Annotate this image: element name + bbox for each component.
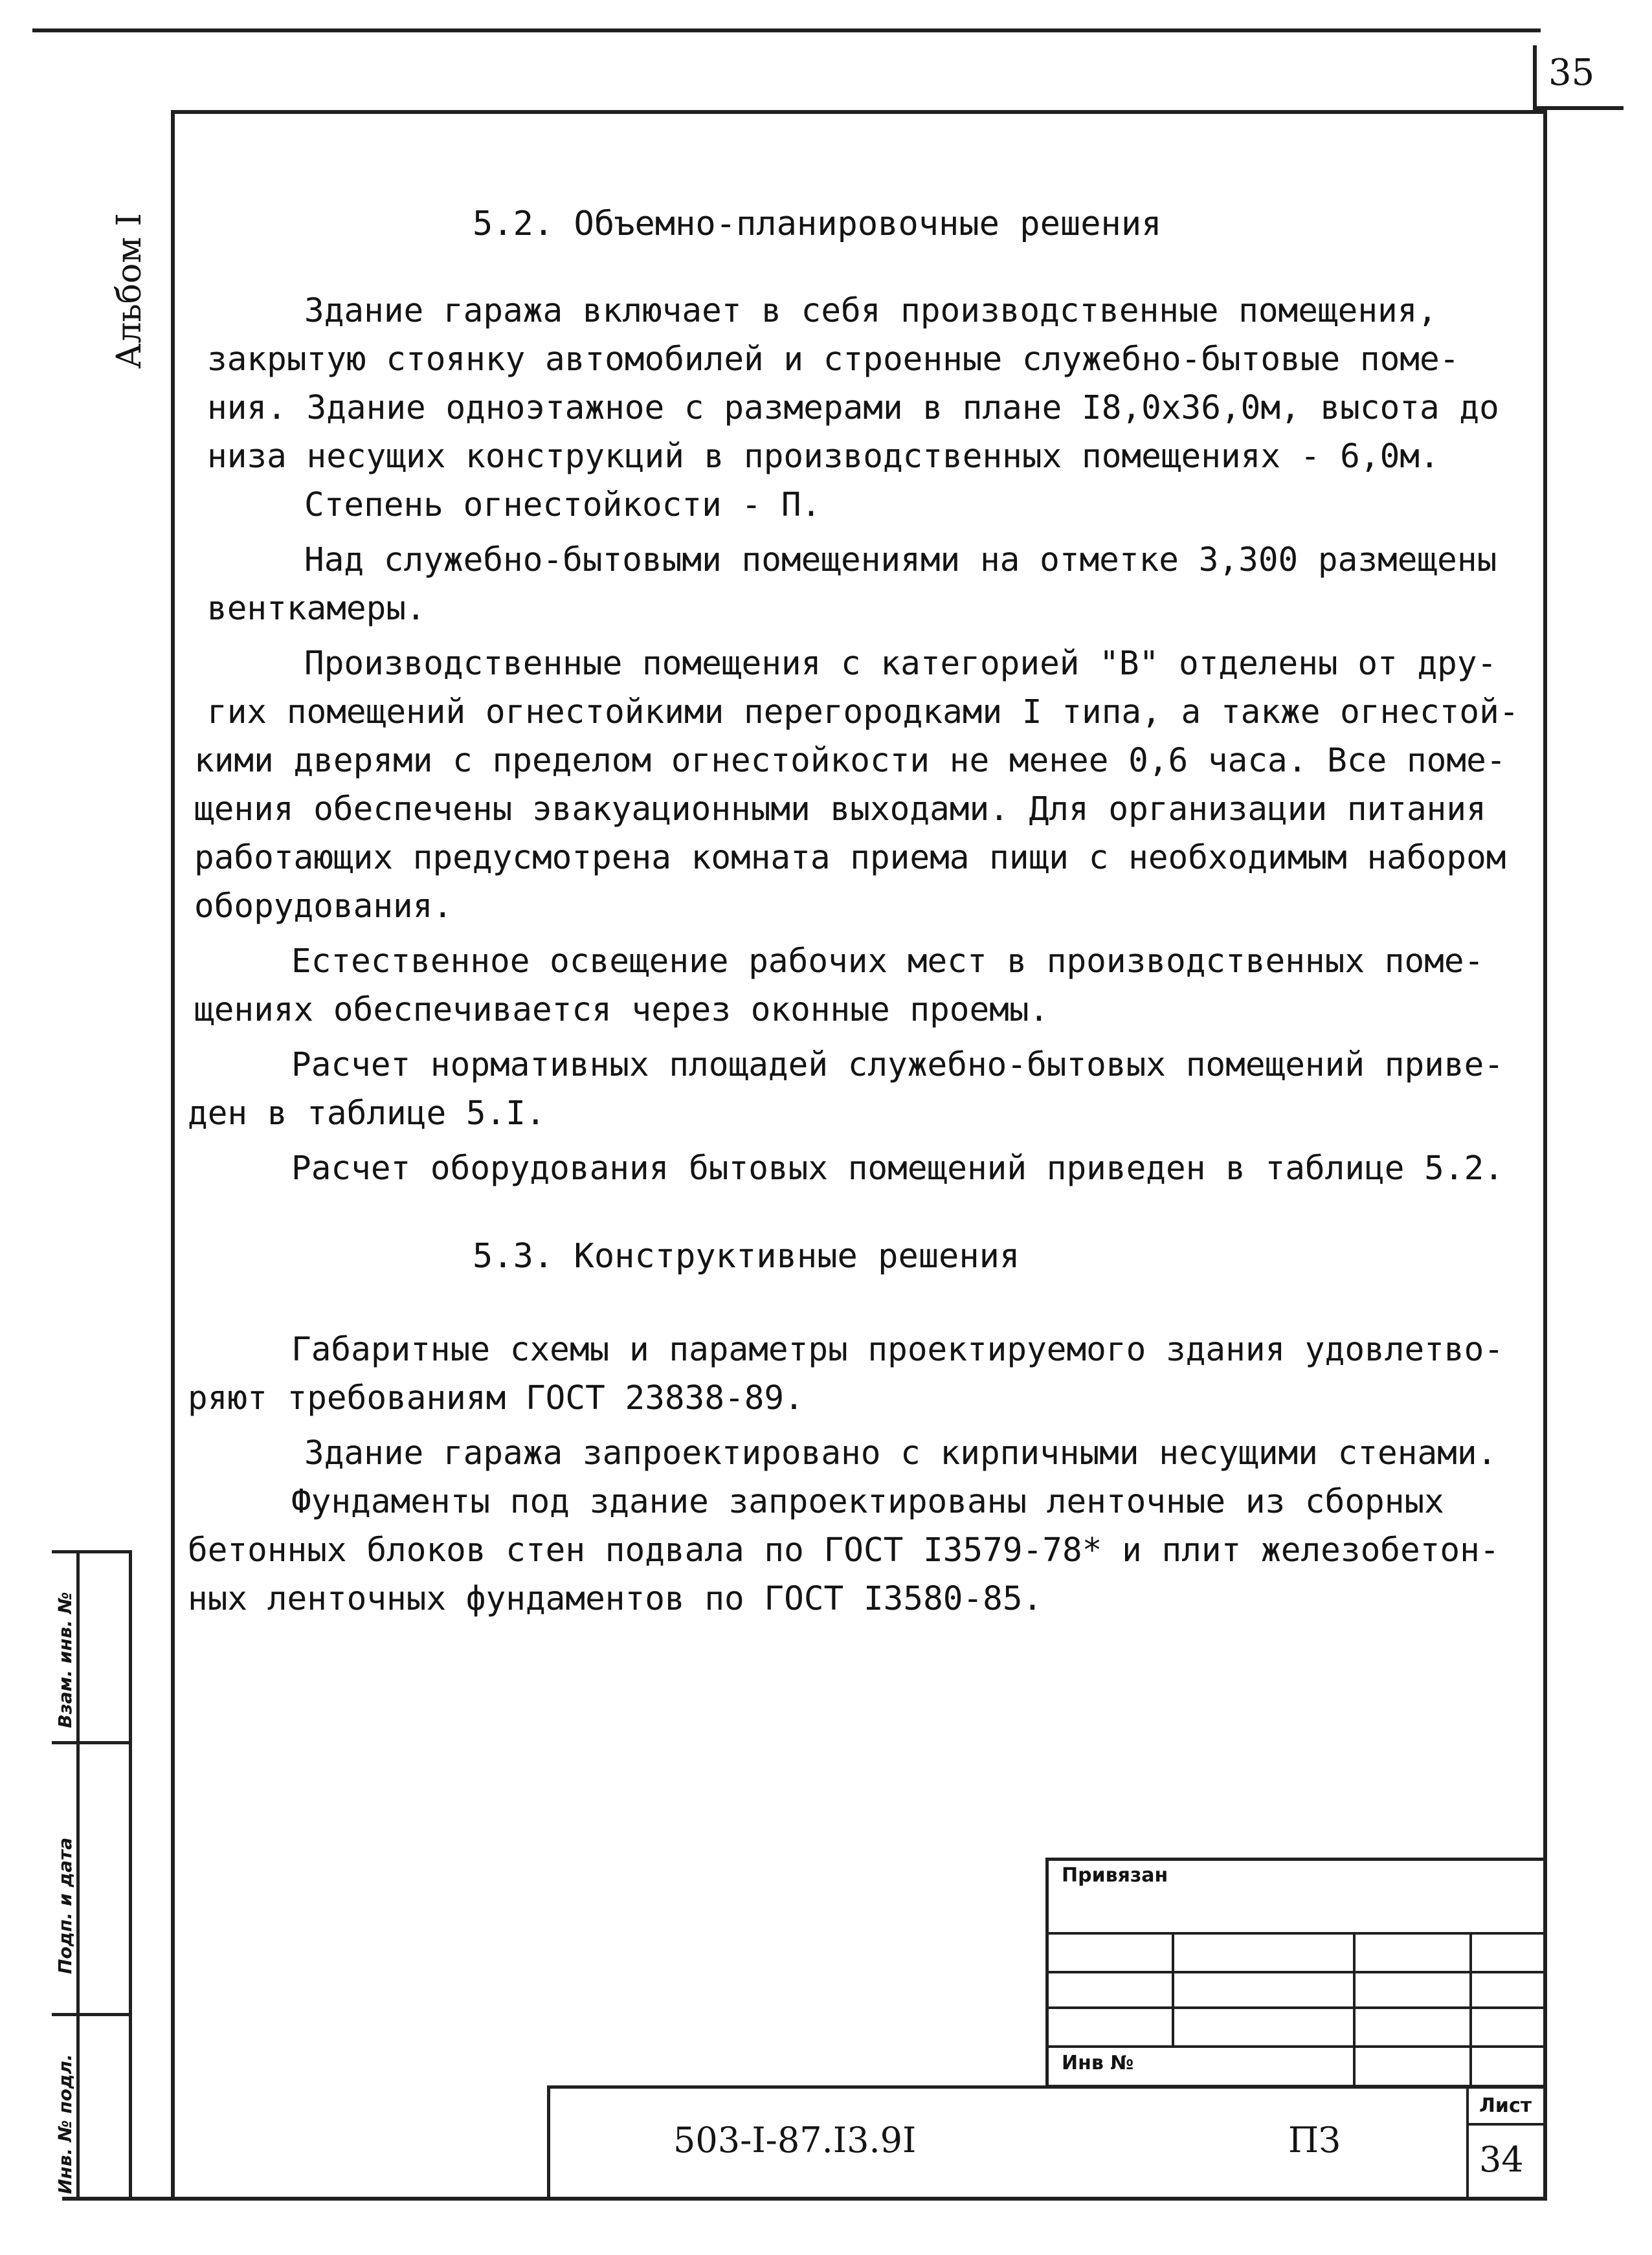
text-line: Расчет нормативных площадей служебно-бытовых помещений приве- <box>291 1046 1504 1084</box>
stamp-vzam-inv: Взам. инв. № <box>54 1592 76 1728</box>
text-line: кими дверями с пределом огнестойкости не менее 0,6 часа. Все поме- <box>194 742 1506 780</box>
text-line: ния. Здание одноэтажное с размерами в плане I8,0х36,0м, высота до <box>207 389 1499 427</box>
text-line: бетонных блоков стен подвала по ГОСТ I3579-78* и плит железобетон- <box>188 1531 1500 1570</box>
grid-line <box>1172 1932 1174 2045</box>
album-label: Альбом I <box>110 213 149 369</box>
margin-stamp-strip <box>52 1550 132 2201</box>
sheet-number: 34 <box>1479 2139 1524 2180</box>
text-line: ден в таблице 5.I. <box>188 1094 546 1133</box>
text-line: щения обеспечены эвакуационными выходами. Для организации питания <box>194 790 1486 828</box>
text-line: Здание гаража запроектировано с кирпичными несущими стенами. <box>304 1434 1497 1472</box>
document-code: 503-I-87.I3.9I <box>673 2120 917 2161</box>
text-line: Здание гаража включает в себя производственные помещения, <box>304 292 1438 330</box>
text-line: Расчет оборудования бытовых помещений приведен в таблице 5.2. <box>291 1150 1504 1188</box>
text-line: ряют требованиям ГОСТ 23838-89. <box>188 1379 804 1417</box>
margin-stamp-separator <box>52 1741 129 1744</box>
text-line: щениях обеспечивается через оконные проемы. <box>194 991 1049 1029</box>
stamp-inv-podl: Инв. № подл. <box>54 2054 76 2194</box>
text-line: Над служебно-бытовыми помещениями на отметке 3,300 размещены <box>304 541 1497 579</box>
binding-label: Привязан <box>1062 1864 1168 1887</box>
text-line: венткамеры. <box>207 590 426 628</box>
margin-stamp-divider <box>76 1553 80 2201</box>
section-heading: 5.3. Конструктивные решения <box>473 1237 1020 1276</box>
text-line: ных ленточных фундаментов по ГОСТ I3580-85. <box>188 1580 1043 1618</box>
margin-stamp-separator <box>52 2013 129 2016</box>
inventory-number-label: Инв № <box>1062 2052 1134 2074</box>
text-line: Фундаменты под здание запроектированы ленточные из сборных <box>291 1483 1444 1521</box>
sheet-label: Лист <box>1479 2094 1532 2117</box>
text-line: закрытую стоянку автомобилей и строенные служебно-бытовые поме- <box>207 340 1460 379</box>
stamp-podp-data: Подп. и дата <box>54 1837 76 1974</box>
text-line: оборудования. <box>194 887 453 926</box>
text-line: Степень огнестойкости - П. <box>304 486 821 524</box>
text-line: гих помещений огнестойкими перегородками I типа, а также огнестой- <box>207 693 1519 731</box>
grid-line <box>1466 2123 1547 2126</box>
document-type: ПЗ <box>1288 2120 1341 2161</box>
top-border-line <box>32 28 1541 32</box>
grid-line <box>1466 2085 1469 2201</box>
section-heading: 5.2. Объемно-планировочные решения <box>473 205 1162 243</box>
text-line: Габаритные схемы и параметры проектируемого здания удовлетво- <box>291 1331 1504 1369</box>
text-line: Производственные помещения с категорией "В" отделены от дру- <box>304 645 1497 683</box>
text-line: работающих предусмотрена комната приема пищи с необходимым набором <box>194 839 1506 877</box>
grid-line <box>1469 1932 1472 2087</box>
text-line: Естественное освещение рабочих мест в производственных поме- <box>291 942 1484 981</box>
page-number: 35 <box>1548 52 1595 94</box>
text-line: низа несущих конструкций в производственных помещениях - 6,0м. <box>207 438 1440 476</box>
grid-line <box>1353 1932 1356 2087</box>
